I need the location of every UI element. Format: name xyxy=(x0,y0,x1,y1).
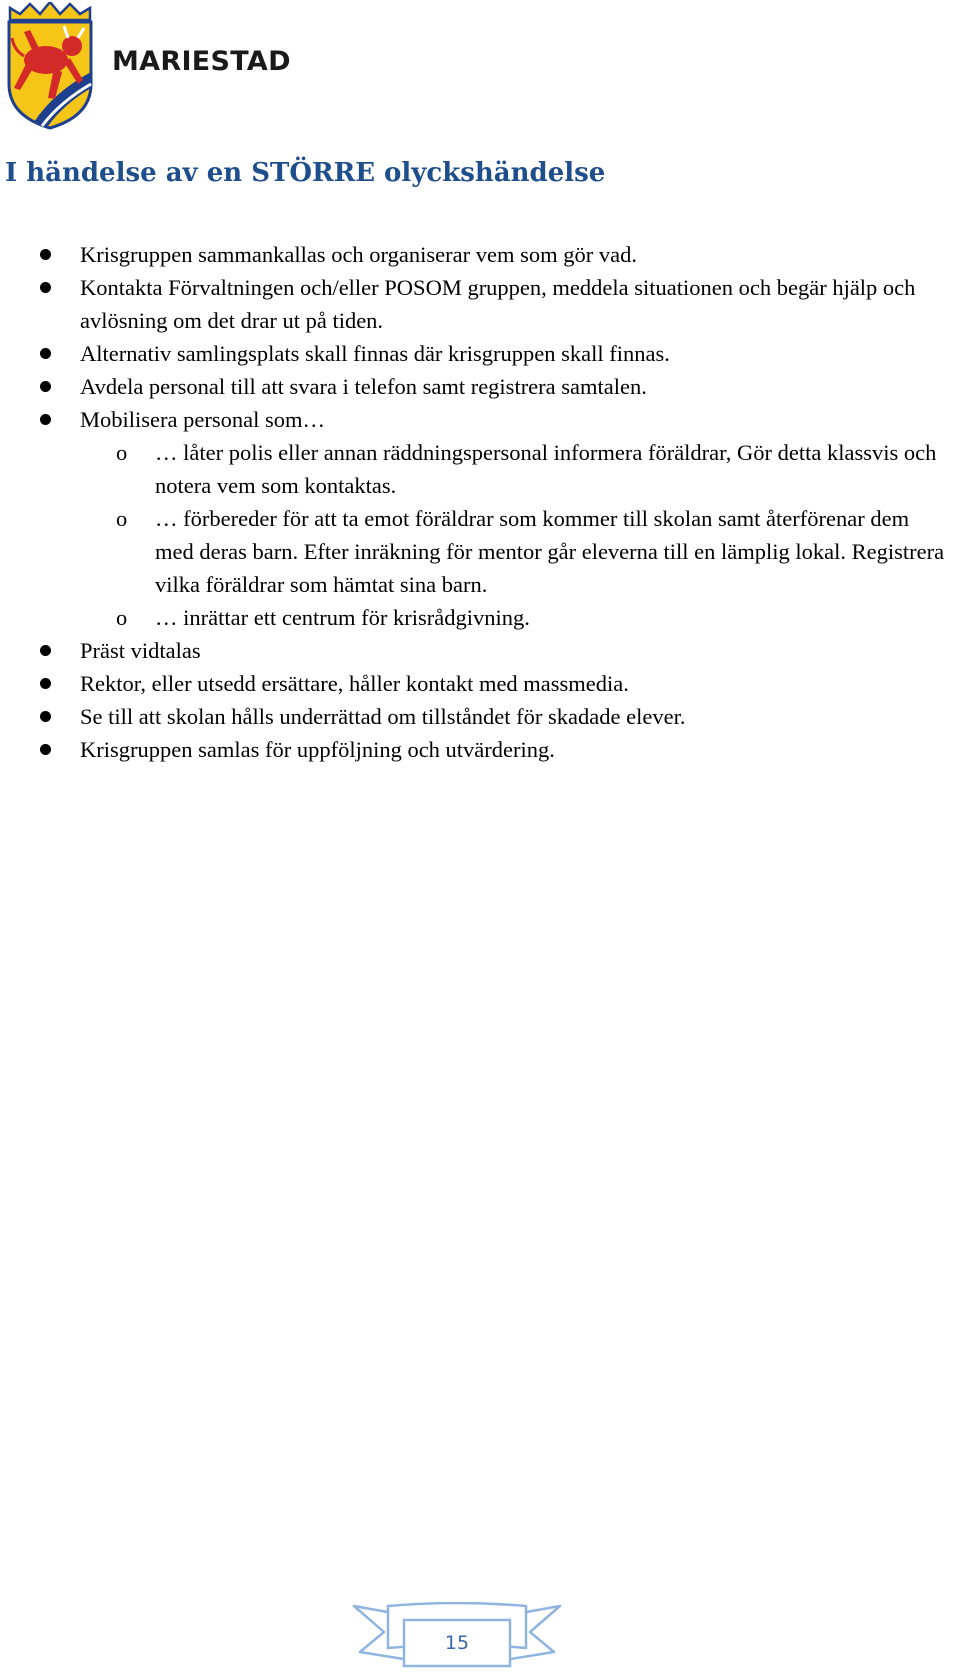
content xyxy=(0,238,960,766)
list-item: Krisgruppen sammankallas och organiserar vem som gör vad. xyxy=(0,238,960,271)
list-item: Präst vidtalas xyxy=(0,634,960,667)
sub-list-item: o … inrättar ett centrum för krisrådgivning. xyxy=(0,601,960,634)
page-footer xyxy=(352,1602,562,1668)
bullet-icon xyxy=(40,645,51,656)
sub-list-item: o … förbereder för att ta emot föräldrar som kommer till skolan samt återförenar dem med deras barn. Efter inräkning för mentor går eleverna till en lämplig lokal. Registrera vilka föräldrar som hämtat sina barn. xyxy=(0,502,960,601)
bullet-icon xyxy=(40,282,51,293)
bullet-icon xyxy=(40,414,51,425)
sub-bullet-marker: o xyxy=(116,506,128,531)
bullet-icon xyxy=(40,711,51,722)
list-item: Avdela personal till att svara i telefon samt registrera samtalen. xyxy=(0,370,960,403)
page-title: I händelse av en STÖRRE olyckshändelse xyxy=(5,158,606,188)
list-item: Mobilisera personal som… xyxy=(0,403,960,436)
bullet-icon xyxy=(40,744,51,755)
list-item: Alternativ samlingsplats skall finnas där krisgruppen skall finnas. xyxy=(0,337,960,370)
bullet-icon xyxy=(40,678,51,689)
sub-bullet-marker: o xyxy=(116,605,128,630)
sub-bullet-marker: o xyxy=(116,440,128,465)
header xyxy=(4,2,291,132)
bullet-icon xyxy=(40,381,51,392)
sub-list-item: o … låter polis eller annan räddningspersonal informera föräldrar, Gör detta klassvis och notera vem som kontaktas. xyxy=(0,436,960,502)
list-item: Se till att skolan hålls underrättad om tillståndet för skadade elever. xyxy=(0,700,960,733)
mariestad-coat-of-arms-icon xyxy=(4,2,96,132)
list-item: Krisgruppen samlas för uppföljning och utvärdering. xyxy=(0,733,960,766)
bullet-icon xyxy=(40,249,51,260)
list-item: Kontakta Förvaltningen och/eller POSOM gruppen, meddela situationen och begär hjälp och avlösning om det drar ut på tiden. xyxy=(0,271,960,337)
bullet-icon xyxy=(40,348,51,359)
brand-name: MARIESTAD xyxy=(112,45,291,77)
list-item: Rektor, eller utsedd ersättare, håller kontakt med massmedia. xyxy=(0,667,960,700)
page-number: 15 xyxy=(444,1632,470,1654)
